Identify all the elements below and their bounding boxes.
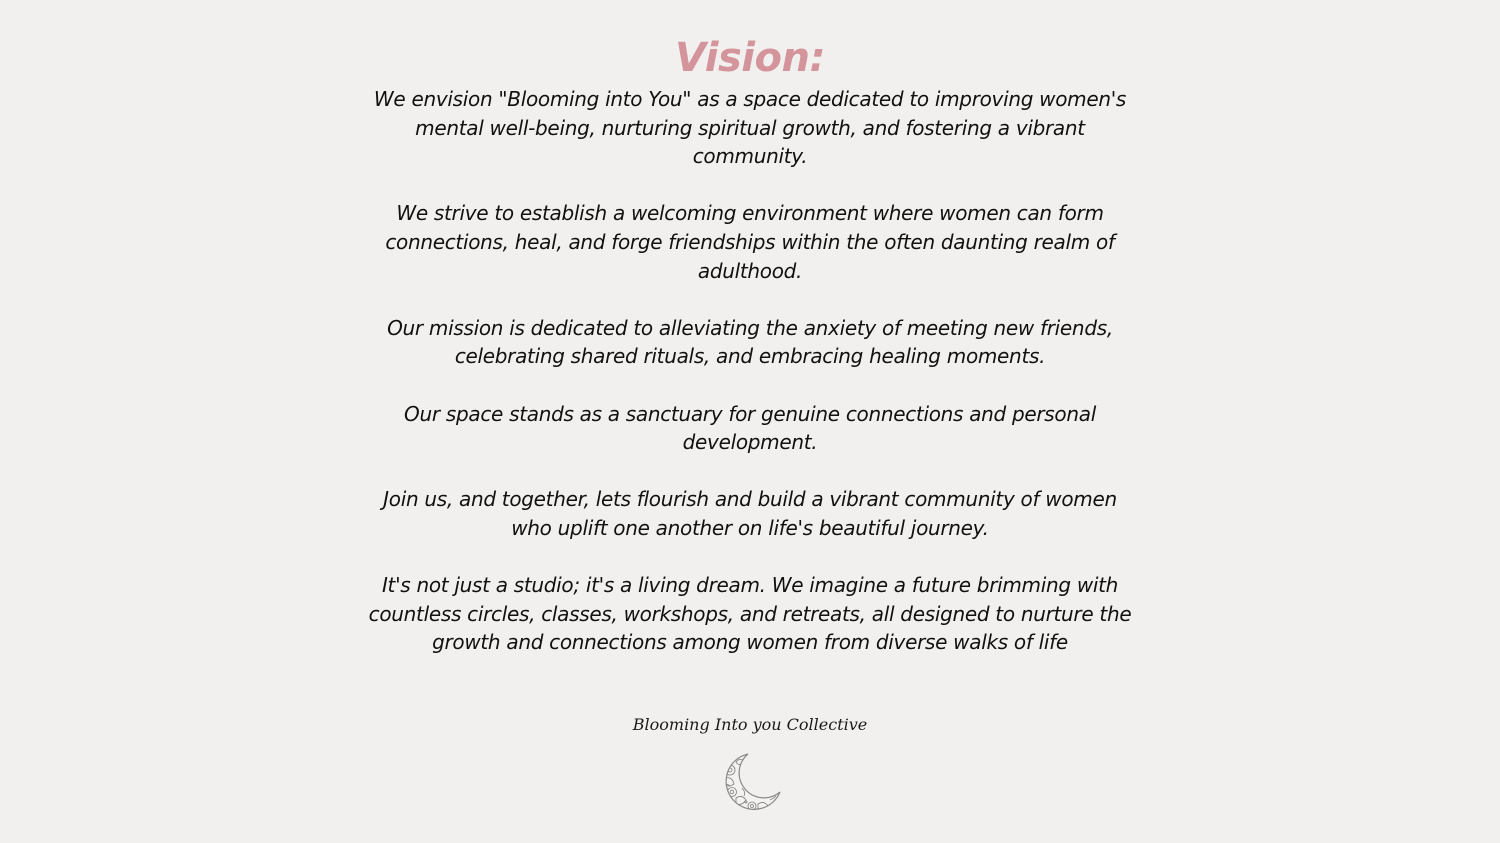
floral-crescent-moon-icon bbox=[718, 748, 784, 814]
vision-paragraph-1: We envision "Blooming into You" as a space dedicated to improving women's mental well-being, nurturing spiritual growth, and fostering a vibrant community. bbox=[373, 87, 1127, 169]
vision-paragraph-3: Our mission is dedicated to alleviating the anxiety of meeting new friends, celebrating shared rituals, and embracing healing moments. bbox=[387, 315, 1113, 369]
vision-paragraph-4: Our space stands as a sanctuary for genuine connections and personal development. bbox=[404, 401, 1096, 455]
vision-body bbox=[360, 85, 1140, 657]
collective-signature: Blooming Into you Collective bbox=[632, 715, 868, 734]
vision-paragraph-5: Join us, and together, lets flourish and build a vibrant community of women who uplift one another on life's beautiful journey. bbox=[383, 487, 1117, 540]
page-title: Vision: bbox=[675, 35, 825, 81]
vision-paragraph-2: We strive to establish a welcoming environment where women can form connections, heal, and forge friendships within the often daunting realm of adulthood. bbox=[385, 201, 1115, 283]
vision-paragraph-6: It's not just a studio; it's a living dream. We imagine a future brimming with countless circles, classes, workshops, and retreats, all designed to nurture the growth and connections among women from diverse walks of life bbox=[368, 573, 1132, 655]
